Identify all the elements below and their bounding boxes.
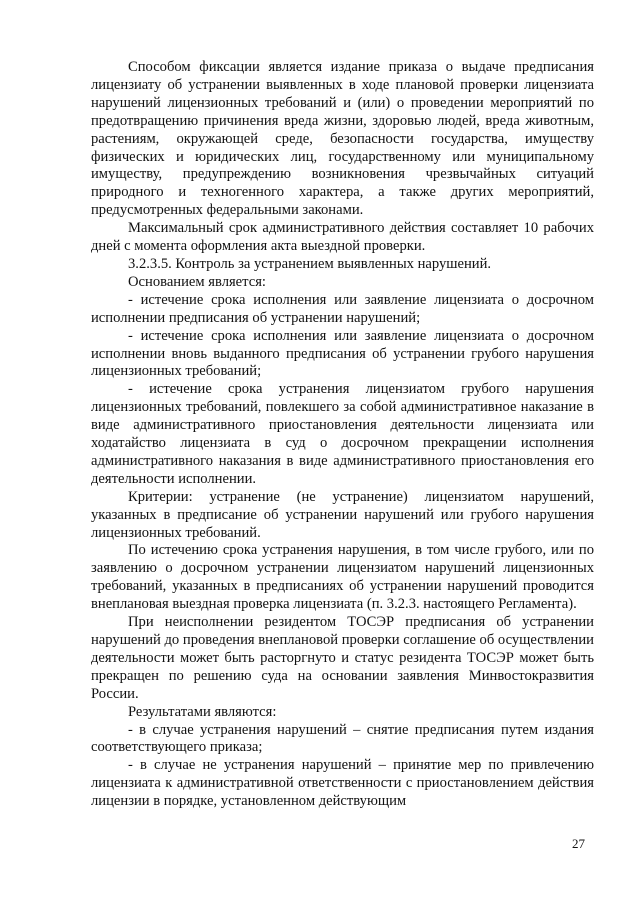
list-item-basis-2: - истечение срока исполнения или заявление лицензиата о досрочном исполнении вновь выданного предписания об устранении грубого нарушения лицензионных требований; xyxy=(91,327,594,380)
paragraph-basis-intro: Основанием является: xyxy=(128,273,266,290)
list-item-result-2: - в случае не устранения нарушений – принятие мер по привлечению лицензиата к административной ответственности с приостановлением действия лицензии в порядке, установленном действующим xyxy=(91,757,594,810)
list-item-result-1: - в случае устранения нарушений – снятие предписания путем издания соответствующего приказа; xyxy=(91,721,594,756)
paragraph-results-intro: Результатами являются: xyxy=(128,703,277,720)
paragraph-max-term: Максимальный срок административного действия составляет 10 рабочих дней с момента оформления акта выездной проверки. xyxy=(91,220,594,255)
paragraph-fixation-method: Способом фиксации является издание приказа о выдаче предписания лицензиату об устранении выявленных в ходе плановой проверки лицензиата нарушений лицензионных требований и (или) о проведении мероприятий по предотвращению причинения вреда жизни, здоровью людей, вреда животным, растениям, окружающей среде, безопасности государства, имуществу физических и юридических лиц, государственному или муниципальному имуществу, предупреждению возникновения чрезвычайных ситуаций природного и техногенного характера, а также других мероприятий, предусмотренных федеральными законами. xyxy=(91,59,594,219)
paragraph-resident-termination: При неисполнении резидентом ТОСЭР предписания об устранении нарушений до проведения внеплановой проверки соглашение об осуществлении деятельности может быть расторгнуто и статус резидента ТОСЭР может быть прекращен по решению суда на основании заявления Минвостокразвития России. xyxy=(91,614,594,702)
paragraph-criteria: Критерии: устранение (не устранение) лицензиатом нарушений, указанных в предписание об устранении нарушений или грубого нарушения лицензионных требований. xyxy=(91,488,594,541)
list-item-basis-1: - истечение срока исполнения или заявление лицензиата о досрочном исполнении предписания об устранении нарушений; xyxy=(91,291,594,326)
paragraph-unscheduled-inspection: По истечению срока устранения нарушения, в том числе грубого, или по заявлению о досрочном устранении лицензиатом нарушений лицензионных требований, указанных в предписаниях об устранении нарушений проводится внеплановая выездная проверка лицензиата (п. 3.2.3. настоящего Регламента). xyxy=(91,542,594,613)
section-heading-3-2-3-5: 3.2.3.5. Контроль за устранением выявленных нарушений. xyxy=(128,255,492,272)
list-item-basis-3: - истечение срока устранения лицензиатом грубого нарушения лицензионных требований, повлекшего за собой административное наказание в виде административного приостановления деятельности лицензиата или ходатайство лицензиата в суд о досрочном прекращении исполнения административного наказания в виде административного приостановления его деятельности исполнении. xyxy=(91,381,594,487)
document-body xyxy=(91,59,594,811)
page-number: 27 xyxy=(572,836,585,851)
